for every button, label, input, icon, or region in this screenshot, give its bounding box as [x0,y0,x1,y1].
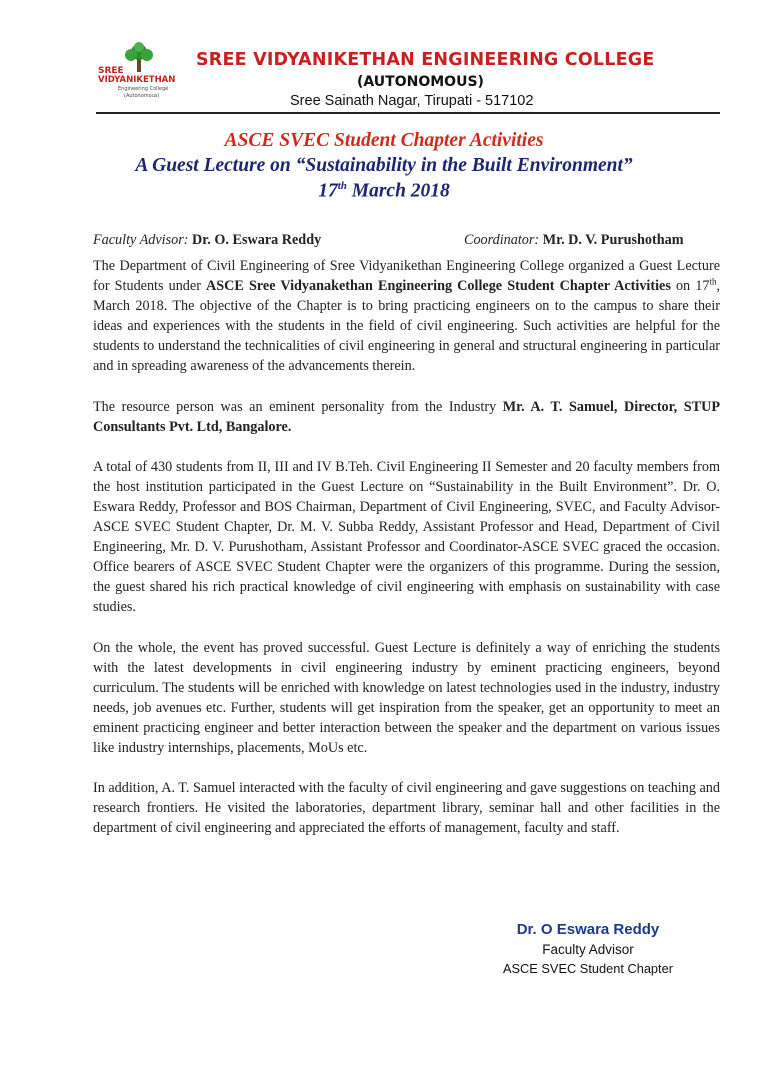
date-day: 17 [318,180,338,202]
title-date [0,180,768,203]
report-title [0,130,768,203]
date-ordinal: th [709,276,717,287]
logo-text-autonomous: (Autonomous) [124,93,160,99]
chapter-name: ASCE Sree Vidyanakethan Engineering College Student Chapter Activities [206,278,671,295]
logo-text-vidyanikethan: VIDYANIKETHAN [98,75,176,85]
autonomous-label: (AUTONOMOUS) [357,74,484,90]
paragraph-resource-person [93,397,720,437]
coordinator [464,232,684,249]
paragraph-interaction: In addition, A. T. Samuel interacted with the faculty of civil engineering and gave suggestions on teaching and research frontiers. He visited the laboratories, department library, seminar hall and other facilities in the department of civil engineering and appreciated the efforts of management, faculty and staff. [93,780,720,837]
paragraph-intro-date: on 17 [670,278,710,295]
tree-icon [125,42,153,72]
college-name: SREE VIDYANIKETHAN ENGINEERING COLLEGE [196,50,655,70]
faculty-advisor-label: Faculty Advisor: [93,232,189,248]
college-address: Sree Sainath Nagar, Tirupati - 517102 [290,93,534,109]
logo-text-sree: SREE [98,66,124,76]
paragraph-participants: A total of 430 students from II, III and IV B.Teh. Civil Engineering II Semester and 20 faculty members from the host institution participated in the Guest Lecture on “Sustainability in the Built Environment”. Dr. O. Eswara Reddy, Professor and BOS Chairman, Department of Civil Engineering, SVEC, and Faculty Advisor-ASCE SVEC Student Chapter, Dr. M. V. Subba Reddy, Assistant Professor and Head, Department of Civil Engineering, Mr. D. V. Purushotham, Assistant Professor and Coordinator-ASCE SVEC graced the occasion. Office bearers of ASCE SVEC Student Chapter were the organizers of this programme. During the session, the guest shared his rich practical knowledge of civil engineering with emphasis on sustainability with case studies. [93,458,720,616]
paragraph-intro-text: The Department of Civil Engineering of Sree Vidyanikethan Engineering College organized a Guest Lecture for Students under [93,258,720,295]
date-suffix: th [337,180,347,192]
report-body [93,256,720,858]
coordinator-name: Mr. D. V. Purushotham [542,232,684,248]
letterhead [0,0,768,120]
signature-block [478,921,698,976]
signatory-org: ASCE SVEC Student Chapter [502,961,673,976]
date-rest: March 2018 [346,180,450,202]
signatory-name: Dr. O Eswara Reddy [516,921,660,938]
paragraph-resource-text: The resource person was an eminent personality from the Industry [93,398,503,415]
faculty-advisor-name: Dr. O. Eswara Reddy [192,232,322,248]
title-guest-lecture: A Guest Lecture on “Sustainability in the Built Environment” [135,155,633,176]
paragraph-outcome: On the whole, the event has proved successful. Guest Lecture is definitely a way of enriching the students with the latest developments in civil engineering industry by eminent practicing engineers, beyond curriculum. The students will be enriched with knowledge on latest technologies used in the industry, industry needs, job avenues etc. Further, students will get inspiration from the speaker, get an opportunity to meet an eminent practicing engineer and better interaction between the speaker and the department on various issues like industry internships, placements, MoUs etc. [93,639,720,756]
advisors-line [93,232,723,249]
logo-text-engg: Engineering College [118,86,169,92]
header-divider [96,112,720,114]
title-chapter-activities: ASCE SVEC Student Chapter Activities [224,130,544,151]
coordinator-label: Coordinator: [464,232,540,248]
college-logo [96,42,182,100]
resource-person-name: Mr. A. T. Samuel, Director, STUP Consultants Pvt. Ltd, Bangalore. [93,398,720,435]
signatory-role: Faculty Advisor [542,942,634,957]
paragraph-intro-rest: , March 2018. The objective of the Chapter is to bring practicing engineers on to the campus to share their ideas and experiences with the students in the field of civil engineering. Such activities are helpful for the students to understand the technicalities of civil engineering in general and structural engineering in particular and in spreading awareness of the advancements therein. [93,278,720,375]
paragraph-intro [93,256,720,377]
